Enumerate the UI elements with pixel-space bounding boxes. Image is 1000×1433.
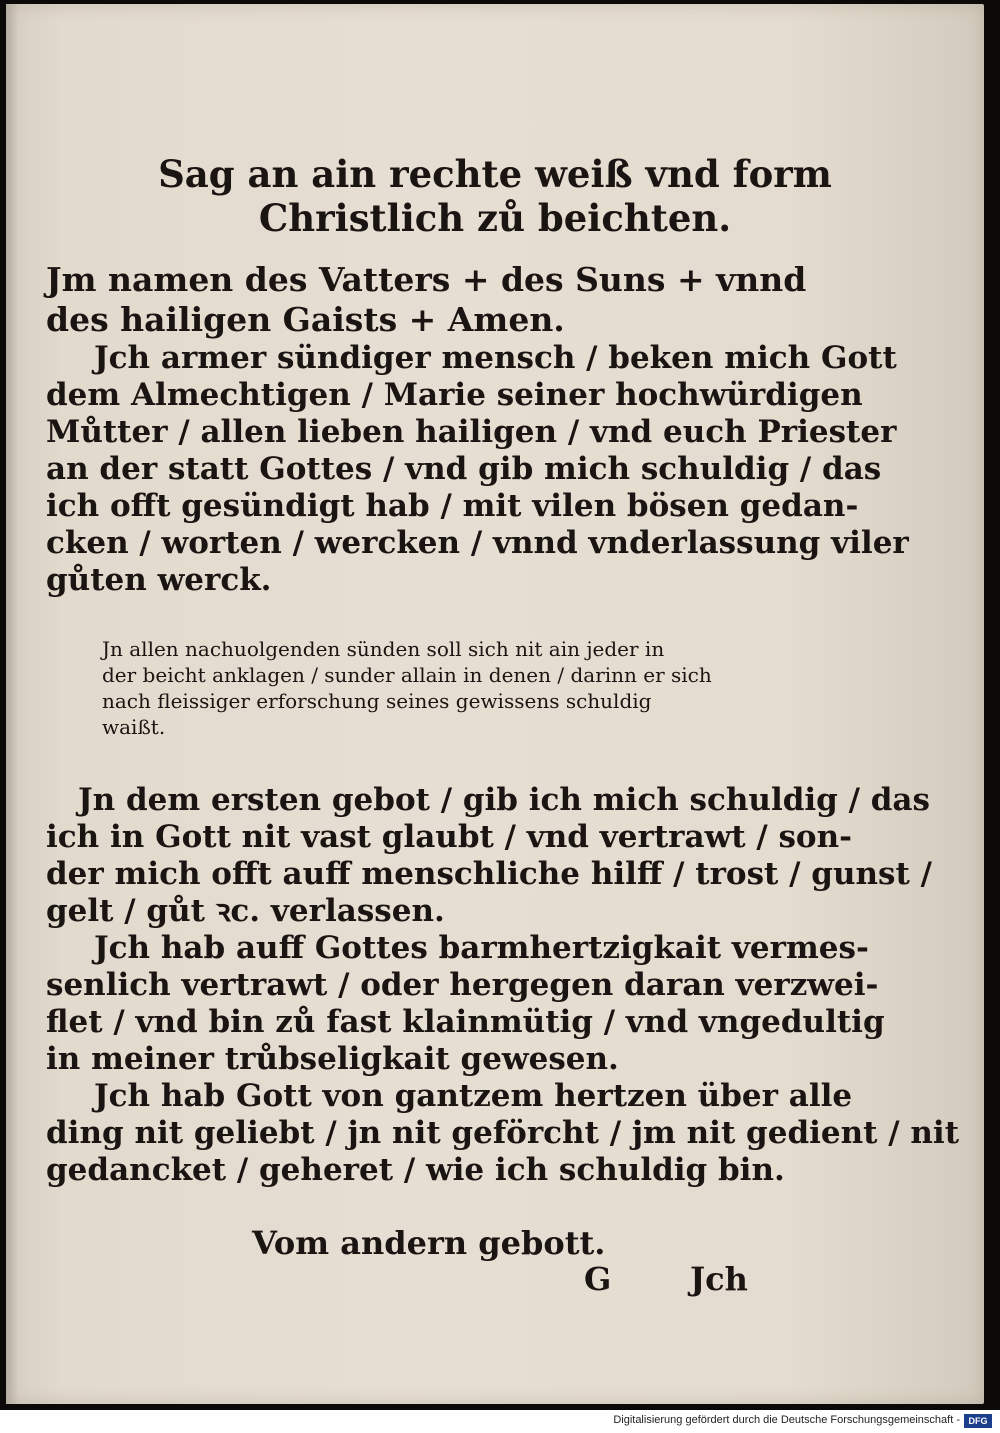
funding-notice: Digitalisierung gefördert durch die Deutsche Forschungsgemeinschaft - (613, 1414, 960, 1426)
text-line: Můtter / allen lieben hailigen / vnd euch Priester (46, 414, 897, 450)
section-heading: Vom andern gebott. (252, 1224, 606, 1262)
text-line: nach fleissiger erforschung seines gewissens schuldig (102, 689, 652, 713)
confession-paragraph (46, 340, 909, 599)
opening-invocation (46, 260, 807, 340)
first-commandment-paragraph-2 (46, 930, 885, 1078)
text-line: ding nit geliebt / jn nit geförcht / jm nit gedient / nit (46, 1115, 960, 1151)
text-line: gůten werck. (46, 562, 272, 598)
text-line: Jn dem ersten gebot / gib ich mich schuldig / das (78, 782, 930, 818)
text-line: senlich vertrawt / oder hergegen daran verzwei- (46, 967, 879, 1003)
text-line: flet / vnd bin zů fast klainmütig / vnd vngedultig (46, 1004, 885, 1040)
text-line: gedancket / geheret / wie ich schuldig bin. (46, 1152, 785, 1188)
text-line: Jch armer sündiger mensch / beken mich Gott (94, 340, 897, 376)
text-line: des hailigen Gaists + Amen. (46, 300, 565, 339)
text-line: Jch hab Gott von gantzem hertzen über alle (94, 1078, 853, 1114)
text-line: in meiner trůbseligkait gewesen. (46, 1041, 619, 1077)
text-line: an der statt Gottes / vnd gib mich schuldig / das (46, 451, 882, 487)
text-line: der beicht anklagen / sunder allain in denen / darinn er sich (102, 663, 712, 687)
catchword: Jch (690, 1260, 748, 1298)
text-line: der mich offt auff menschliche hilff / trost / gunst / (46, 856, 932, 892)
text-line: waißt. (102, 715, 166, 739)
dfg-logo: DFG (964, 1414, 992, 1428)
book-page (6, 4, 984, 1404)
text-line: dem Almechtigen / Marie seiner hochwürdigen (46, 377, 863, 413)
text-line: Jch hab auff Gottes barmhertzigkait vermes- (94, 930, 869, 966)
text-line: Jn allen nachuolgenden sünden soll sich nit ain jeder in (102, 637, 665, 661)
page-title-line-2: Christlich zů beichten. (258, 196, 732, 240)
instruction-note (102, 636, 712, 740)
text-line: ich in Gott nit vast glaubt / vnd vertrawt / son- (46, 819, 853, 855)
text-line: cken / worten / wercken / vnnd vnderlassung viler (46, 525, 909, 561)
text-line: gelt / gůt ꝛc. verlassen. (46, 893, 445, 929)
text-line: ich offt gesündigt hab / mit vilen bösen gedan- (46, 488, 859, 524)
first-commandment-paragraph-3 (46, 1078, 960, 1189)
page-title-line-1: Sag an ain rechte weiß vnd form (158, 152, 832, 196)
signature-mark: G (584, 1260, 612, 1298)
first-commandment-paragraph-1 (46, 782, 932, 930)
text-line: Jm namen des Vatters + des Suns + vnnd (46, 260, 807, 299)
